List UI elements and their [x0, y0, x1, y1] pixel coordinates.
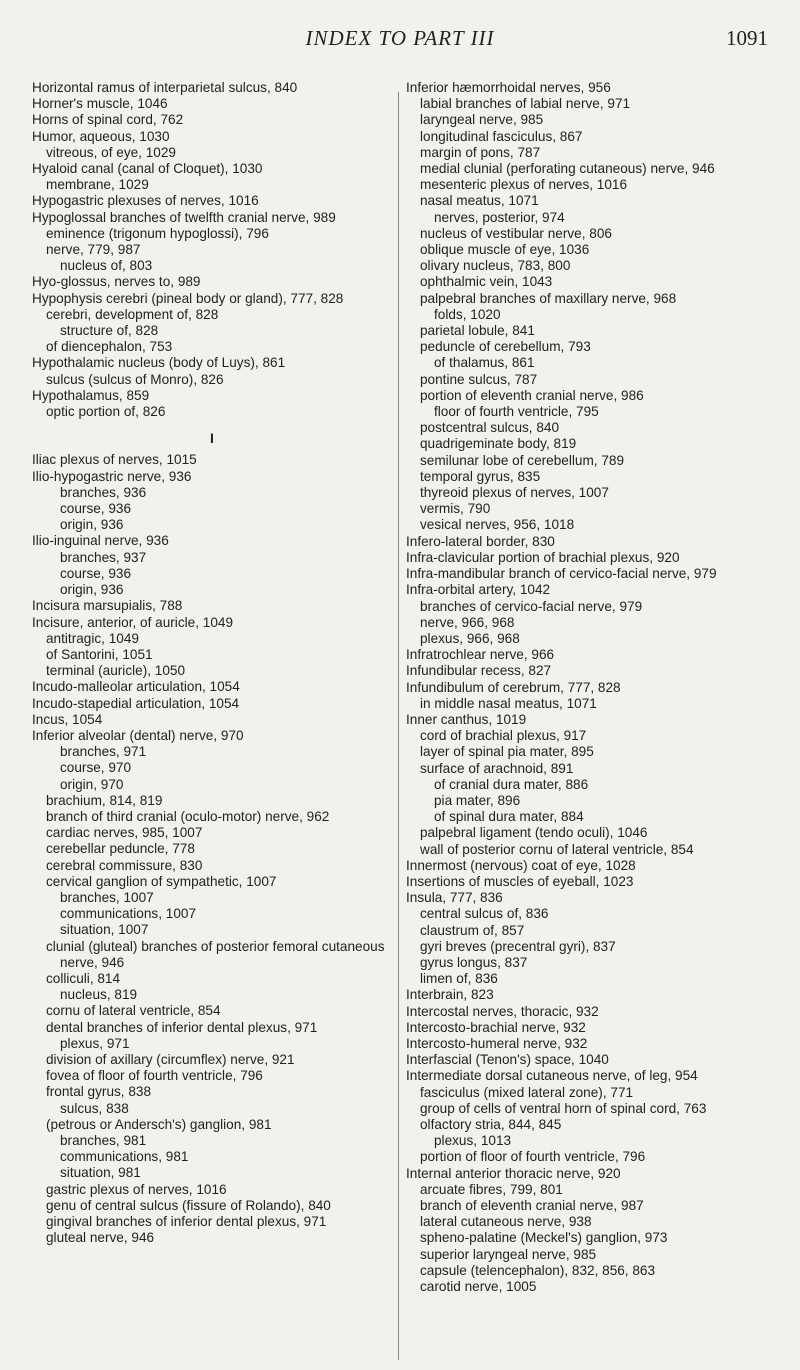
index-entry: central sulcus of, 836: [420, 906, 549, 922]
index-entry: plexus, 966, 968: [420, 630, 520, 646]
index-entry: Infra-mandibular branch of cervico-facial nerve, 979: [406, 566, 717, 582]
index-entry: Ilio-hypogastric nerve, 936: [32, 468, 192, 484]
index-entry: vitreous, of eye, 1029: [46, 144, 176, 160]
index-entry: Inner canthus, 1019: [406, 711, 527, 727]
index-entry: portion of floor of fourth ventricle, 796: [420, 1149, 646, 1165]
index-entry: nerves, posterior, 974: [434, 209, 565, 225]
index-entry: arcuate fibres, 799, 801: [420, 1181, 563, 1197]
page-header: [0, 26, 800, 50]
index-entry: labial branches of labial nerve, 971: [420, 96, 631, 112]
right-index-column: [406, 80, 786, 1295]
index-entry: cervical ganglion of sympathetic, 1007: [46, 873, 277, 889]
index-entry: cerebral commissure, 830: [46, 857, 203, 873]
index-entry: superior laryngeal nerve, 985: [420, 1246, 597, 1262]
index-entry: postcentral sulcus, 840: [420, 420, 560, 436]
index-entry: Hypophysis cerebri (pineal body or gland), 777, 828: [32, 290, 344, 306]
index-entry: colliculi, 814: [46, 970, 121, 986]
index-entry: structure of, 828: [60, 323, 159, 339]
index-entry: cord of brachial plexus, 917: [420, 728, 587, 744]
index-entry: layer of spinal pia mater, 895: [420, 744, 594, 760]
index-entry: spheno-palatine (Meckel's) ganglion, 973: [420, 1230, 668, 1246]
index-entry: portion of eleventh cranial nerve, 986: [420, 387, 644, 403]
index-entry: origin, 936: [60, 517, 124, 533]
index-entry: communications, 1007: [60, 906, 197, 922]
index-entry: Horner's muscle, 1046: [32, 96, 168, 112]
index-entry: Hypothalamic nucleus (body of Luys), 861: [32, 355, 286, 371]
index-entry: Intermediate dorsal cutaneous nerve, of leg, 954: [406, 1068, 698, 1084]
index-entry: Inferior alveolar (dental) nerve, 970: [32, 727, 244, 743]
index-entry: Interfascial (Tenon's) space, 1040: [406, 1052, 609, 1068]
index-entry: Insula, 777, 836: [406, 890, 503, 906]
index-entry: Incus, 1054: [32, 711, 103, 727]
index-entry: membrane, 1029: [46, 177, 149, 193]
index-entry: floor of fourth ventricle, 795: [434, 404, 599, 420]
index-entry: surface of arachnoid, 891: [420, 760, 574, 776]
index-entry: Infundibulum of cerebrum, 777, 828: [406, 679, 621, 695]
index-entry: Horns of spinal cord, 762: [32, 112, 184, 128]
index-entry: plexus, 1013: [434, 1133, 512, 1149]
running-title: INDEX TO PART III: [305, 26, 495, 50]
index-entry: Horizontal ramus of interparietal sulcus, 840: [32, 80, 298, 95]
index-entry: Incisura marsupialis, 788: [32, 598, 183, 614]
index-entry: brachium, 814, 819: [46, 792, 163, 808]
index-entry: branch of third cranial (oculo-motor) nerve, 962: [46, 808, 330, 824]
index-entry: Incudo-stapedial articulation, 1054: [32, 695, 240, 711]
index-entry: branches of cervico-facial nerve, 979: [420, 598, 643, 614]
index-entry: course, 936: [60, 565, 132, 581]
index-entry: plexus, 971: [60, 1035, 130, 1051]
index-entry: nerve, 966, 968: [420, 614, 515, 630]
index-entry: folds, 1020: [434, 306, 501, 322]
index-entry: medial clunial (perforating cutaneous) nerve, 946: [420, 161, 715, 177]
index-entry: Incisure, anterior, of auricle, 1049: [32, 614, 233, 630]
index-entry: gingival branches of inferior dental plexus, 971: [46, 1214, 327, 1230]
index-entry: lateral cutaneous nerve, 938: [420, 1214, 592, 1230]
index-entry: Infra-orbital artery, 1042: [406, 582, 551, 598]
index-entry: cerebri, development of, 828: [46, 306, 219, 322]
index-entry: Inferior hæmorrhoidal nerves, 956: [406, 80, 611, 95]
index-entry: Internal anterior thoracic nerve, 920: [406, 1165, 621, 1181]
index-entry: dental branches of inferior dental plexus, 971: [46, 1019, 318, 1035]
index-entry: laryngeal nerve, 985: [420, 112, 544, 128]
index-entry: communications, 981: [60, 1149, 189, 1165]
index-entry: terminal (auricle), 1050: [46, 663, 186, 679]
index-entry: gyri breves (precentral gyri), 837: [420, 938, 616, 954]
index-entry: gyrus longus, 837: [420, 954, 528, 970]
index-entry: branch of eleventh cranial nerve, 987: [420, 1198, 644, 1214]
index-entry: course, 970: [60, 760, 132, 776]
index-entry: branches, 981: [60, 1133, 147, 1148]
index-entry: Infra-clavicular portion of brachial plexus, 920: [406, 549, 680, 565]
index-entry: parietal lobule, 841: [420, 323, 535, 339]
index-entry: antitragic, 1049: [46, 630, 139, 646]
index-entry: Hyaloid canal (canal of Cloquet), 1030: [32, 161, 263, 177]
index-entry: cerebellar peduncle, 778: [46, 841, 195, 857]
index-entry: Incudo-malleolar articulation, 1054: [32, 679, 240, 695]
index-entry: nasal meatus, 1071: [420, 193, 539, 209]
index-entry: Intercosto-humeral nerve, 932: [406, 1035, 588, 1051]
index-entry: nucleus, 819: [60, 987, 138, 1003]
column-divider: [398, 92, 399, 1360]
index-entry: margin of pons, 787: [420, 144, 541, 160]
index-entry: eminence (trigonum hypoglossi), 796: [46, 225, 269, 241]
index-entry: gastric plexus of nerves, 1016: [46, 1181, 227, 1197]
index-entry: carotid nerve, 1005: [420, 1279, 537, 1295]
index-entry: mesenteric plexus of nerves, 1016: [420, 177, 628, 193]
index-entry: ophthalmic vein, 1043: [420, 274, 553, 290]
index-entry: pontine sulcus, 787: [420, 371, 538, 387]
section-letter: I: [210, 430, 214, 447]
index-entry: oblique muscle of eye, 1036: [420, 242, 590, 258]
index-entry: origin, 936: [60, 582, 124, 598]
index-entry: sulcus (sulcus of Monro), 826: [46, 371, 224, 387]
index-entry: clunial (gluteal) branches of posterior femoral cutaneous nerve, 946: [46, 938, 385, 970]
index-entry: thyreoid plexus of nerves, 1007: [420, 485, 609, 501]
index-entry: origin, 970: [60, 776, 124, 792]
index-entry: Insertions of muscles of eyeball, 1023: [406, 873, 634, 889]
index-entry: of spinal dura mater, 884: [434, 809, 584, 825]
index-entry: limen of, 836: [420, 971, 498, 987]
index-entry: Interbrain, 823: [406, 987, 494, 1003]
index-entry: (petrous or Andersch's) ganglion, 981: [46, 1116, 272, 1132]
index-entry: of Santorini, 1051: [46, 646, 153, 662]
index-entry: group of cells of ventral horn of spinal cord, 763: [420, 1100, 707, 1116]
index-entry: capsule (telencephalon), 832, 856, 863: [420, 1262, 656, 1278]
index-entry: vesical nerves, 956, 1018: [420, 517, 575, 533]
index-entry: Hyo-glossus, nerves to, 989: [32, 274, 201, 290]
index-entry: Humor, aqueous, 1030: [32, 128, 170, 144]
index-entry: branches, 971: [60, 744, 147, 760]
index-entry: Hypoglossal branches of twelfth cranial nerve, 989: [32, 209, 336, 225]
index-entry: vermis, 790: [420, 501, 491, 517]
index-entry: branches, 1007: [60, 889, 154, 905]
index-entry: Infundibular recess, 827: [406, 663, 552, 679]
index-entry: cardiac nerves, 985, 1007: [46, 825, 203, 841]
index-entry: pia mater, 896: [434, 792, 521, 808]
index-entry: Intercosto-brachial nerve, 932: [406, 1019, 586, 1035]
index-entry: Innermost (nervous) coat of eye, 1028: [406, 857, 636, 873]
index-entry: situation, 981: [60, 1165, 141, 1181]
index-entry: fovea of floor of fourth ventricle, 796: [46, 1068, 263, 1084]
index-entry: wall of posterior cornu of lateral ventricle, 854: [420, 841, 694, 857]
index-entry: semilunar lobe of cerebellum, 789: [420, 452, 625, 468]
index-entry: palpebral branches of maxillary nerve, 968: [420, 290, 677, 306]
left-index-column: [32, 80, 392, 1246]
index-entry: Infratrochlear nerve, 966: [406, 647, 555, 663]
index-entry: cornu of lateral ventricle, 854: [46, 1003, 221, 1019]
index-entry: situation, 1007: [60, 922, 149, 938]
index-entry: temporal gyrus, 835: [420, 468, 541, 484]
index-entry: olivary nucleus, 783, 800: [420, 258, 571, 274]
index-entry: course, 936: [60, 501, 132, 517]
index-entry: nerve, 779, 987: [46, 242, 141, 258]
index-entry: Hypogastric plexuses of nerves, 1016: [32, 193, 259, 209]
index-entry: Iliac plexus of nerves, 1015: [32, 452, 197, 468]
index-entry: longitudinal fasciculus, 867: [420, 128, 583, 144]
index-entry: in middle nasal meatus, 1071: [420, 695, 597, 711]
index-entry: Infero-lateral border, 830: [406, 533, 555, 549]
index-entry: palpebral ligament (tendo oculi), 1046: [420, 825, 648, 841]
index-entry: gluteal nerve, 946: [46, 1230, 155, 1246]
index-entry: peduncle of cerebellum, 793: [420, 339, 591, 355]
index-entry: olfactory stria, 844, 845: [420, 1117, 562, 1132]
index-entry: division of axillary (circumflex) nerve, 921: [46, 1051, 295, 1067]
index-entry: nucleus of vestibular nerve, 806: [420, 225, 612, 241]
index-entry: genu of central sulcus (fissure of Rolando), 840: [46, 1197, 331, 1213]
index-entry: frontal gyrus, 838: [46, 1084, 152, 1100]
index-entry: Intercostal nerves, thoracic, 932: [406, 1003, 599, 1019]
index-entry: nucleus of, 803: [60, 258, 153, 274]
index-entry: quadrigeminate body, 819: [420, 436, 577, 452]
index-entry: Ilio-inguinal nerve, 936: [32, 533, 169, 549]
index-entry: of cranial dura mater, 886: [434, 776, 589, 792]
index-entry: branches, 936: [60, 484, 147, 500]
index-entry: optic portion of, 826: [46, 404, 166, 420]
index-entry: claustrum of, 857: [420, 922, 525, 938]
index-entry: Hypothalamus, 859: [32, 387, 150, 403]
index-entry: branches, 937: [60, 549, 147, 565]
index-entry: sulcus, 838: [60, 1100, 129, 1116]
index-entry: fasciculus (mixed lateral zone), 771: [420, 1084, 634, 1100]
index-entry: of diencephalon, 753: [46, 339, 173, 355]
index-entry: of thalamus, 861: [434, 355, 535, 371]
page-number: 1091: [726, 26, 768, 50]
